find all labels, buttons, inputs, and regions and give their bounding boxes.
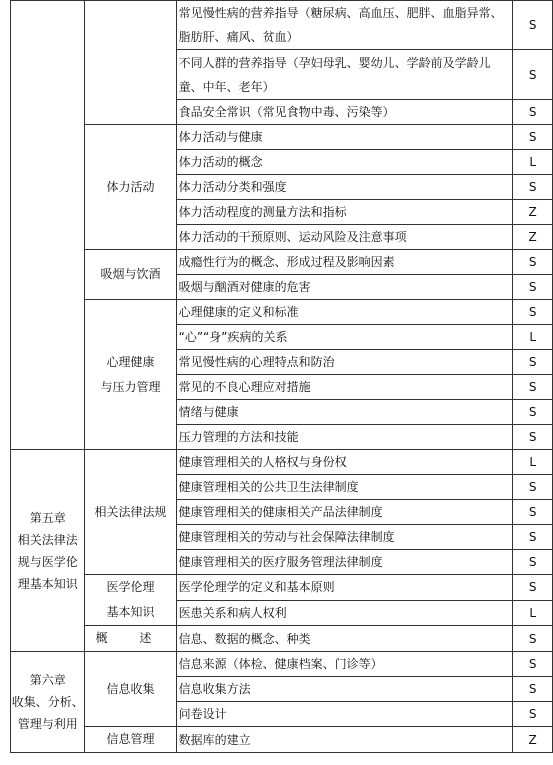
level-cell: S (513, 100, 553, 125)
content-cell: 医学伦理学的定义和基本原则 (176, 575, 513, 601)
chapter-line: 第六章 (29, 673, 66, 687)
level-cell: S (513, 175, 553, 200)
section-line: 与压力管理 (100, 379, 161, 394)
level-cell: S (513, 500, 553, 525)
level-cell: S (513, 375, 553, 400)
section-law: 相关法律法规 (85, 450, 176, 575)
level-cell: S (513, 125, 553, 150)
content-cell: 体力活动程度的测量方法和指标 (176, 200, 513, 225)
content-cell: 医患关系和病人权利 (176, 600, 513, 626)
section-smoking-drinking: 吸烟与饮酒 (85, 250, 176, 300)
level-cell: S (513, 425, 553, 450)
syllabus-table (10, 0, 553, 753)
level-cell: S (513, 350, 553, 375)
section-info-manage: 信息管理 (85, 727, 176, 753)
content-cell: 压力管理的方法和技能 (176, 425, 513, 450)
level-cell: Z (513, 200, 553, 225)
chapter-cell-empty (11, 1, 85, 450)
content-cell: 情绪与健康 (176, 400, 513, 425)
chapter-line: 第五章 (29, 510, 66, 525)
content-cell: 食品安全常识（常见食物中毒、污染等） (176, 100, 513, 125)
content-cell: 健康管理相关的劳动与社会保障法律制度 (176, 525, 513, 550)
content-cell: 常见的不良心理应对措施 (176, 375, 513, 400)
section-line: 心理健康 (106, 354, 155, 369)
level-cell: S (513, 300, 553, 325)
level-cell: S (513, 575, 553, 601)
level-cell: Z (513, 727, 553, 753)
chapter-line: 理基本知识 (17, 576, 78, 591)
content-cell: 信息来源（体检、健康档案、门诊等） (176, 652, 513, 677)
content-cell: 吸烟与酗酒对健康的危害 (176, 275, 513, 300)
chapter-line: 相关法律法 (17, 532, 78, 547)
section-mental-health (85, 300, 176, 450)
content-cell: 健康管理相关的人格权与身份权 (176, 450, 513, 475)
section-ethics (85, 575, 176, 626)
level-cell: S (513, 50, 553, 100)
level-cell: S (513, 400, 553, 425)
content-cell: 数据库的建立 (176, 727, 513, 753)
level-cell: S (513, 550, 553, 575)
content-cell: 常见慢性病的营养指导（糖尿病、高血压、肥胖、血脂异常、脂肪肝、痛风、贫血） (176, 1, 513, 50)
section-physical-activity: 体力活动 (85, 125, 176, 250)
chapter-5-cell (11, 450, 85, 652)
chapter-line: 管理与利用 (17, 717, 78, 731)
content-cell: 健康管理相关的健康相关产品法律制度 (176, 500, 513, 525)
section-info-collect: 信息收集 (85, 652, 176, 727)
section-line: 医学伦理 (106, 580, 155, 594)
level-cell: L (513, 600, 553, 626)
content-cell: 心理健康的定义和标准 (176, 300, 513, 325)
content-cell: 体力活动分类和强度 (176, 175, 513, 200)
content-cell: 问卷设计 (176, 702, 513, 727)
level-cell: S (513, 677, 553, 702)
content-cell: “心”“身”疾病的关系 (176, 325, 513, 350)
section-line: 基本知识 (106, 605, 155, 619)
level-cell: S (513, 250, 553, 275)
chapter-line: 收集、分析、 (11, 695, 84, 709)
level-cell: Z (513, 225, 553, 250)
content-cell: 健康管理相关的公共卫生法律制度 (176, 475, 513, 500)
content-cell: 常见慢性病的心理特点和防治 (176, 350, 513, 375)
section-cell-empty (85, 1, 176, 125)
content-cell: 信息、数据的概念、种类 (176, 626, 513, 652)
content-cell: 体力活动的干预原则、运动风险及注意事项 (176, 225, 513, 250)
chapter-line: 规与医学伦 (17, 554, 78, 569)
content-cell: 不同人群的营养指导（孕妇母乳、婴幼儿、学龄前及学龄儿童、中年、老年） (176, 50, 513, 100)
level-cell: S (513, 525, 553, 550)
level-cell: S (513, 1, 553, 50)
level-cell: L (513, 450, 553, 475)
content-cell: 体力活动与健康 (176, 125, 513, 150)
level-cell: S (513, 702, 553, 727)
content-cell: 成瘾性行为的概念、形成过程及影响因素 (176, 250, 513, 275)
level-cell: L (513, 325, 553, 350)
content-cell: 信息收集方法 (176, 677, 513, 702)
level-cell: L (513, 150, 553, 175)
content-cell: 体力活动的概念 (176, 150, 513, 175)
chapter-6-cell (11, 652, 85, 753)
level-cell: S (513, 652, 553, 677)
level-cell: S (513, 275, 553, 300)
level-cell: S (513, 475, 553, 500)
content-cell: 健康管理相关的医疗服务管理法律制度 (176, 550, 513, 575)
level-cell: S (513, 626, 553, 652)
section-overview: 概 述 (85, 626, 176, 652)
